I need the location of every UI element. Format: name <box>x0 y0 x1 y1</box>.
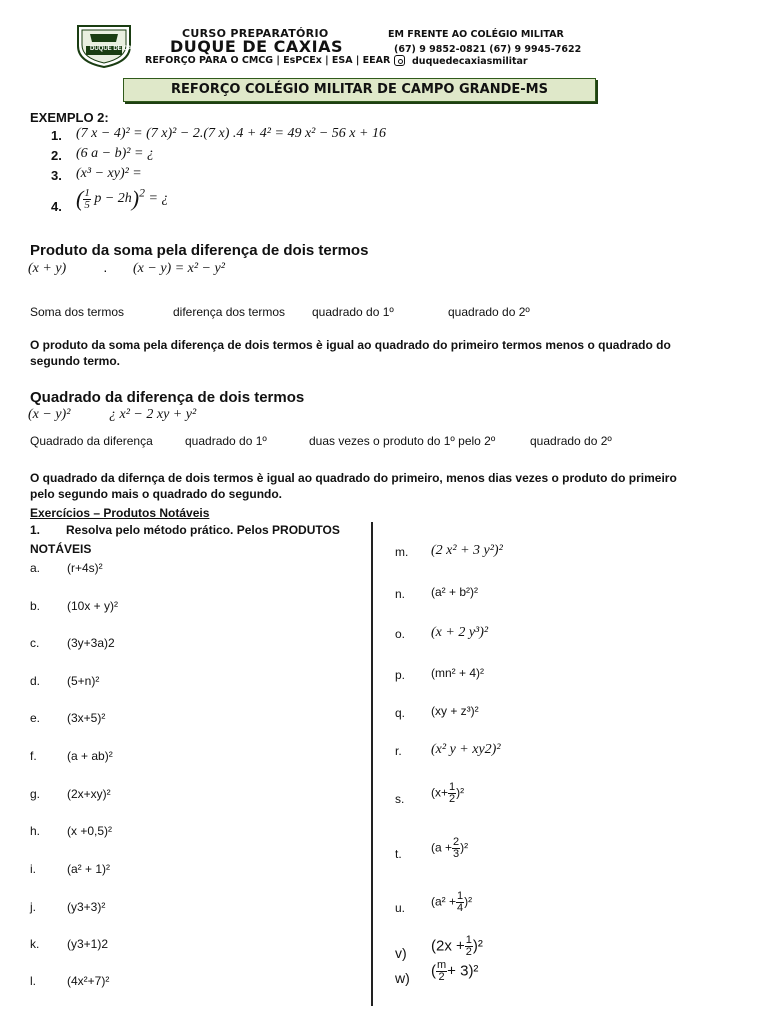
multiply-dot: · <box>103 262 108 278</box>
exercise-label: e. <box>30 711 41 725</box>
exercise-expression: (y3+3)² <box>67 900 106 914</box>
exercise-label: w) <box>395 970 410 986</box>
example-expression: (x³ − xy)² = <box>76 166 142 181</box>
exercise-expression: (a² + b²)² <box>431 585 479 599</box>
exercise-expression: (10x + y)² <box>67 599 119 613</box>
rule-text: O produto da soma pela diferença de dois termos è igual ao quadrado do primeiro termos menos o quadrado do <box>30 338 671 352</box>
exercise-label: q. <box>395 706 406 720</box>
example-num: 2. <box>51 148 62 163</box>
exercise-expression: (x+ $\frac{1}{2}$ )² <box>431 781 465 805</box>
example-num: 1. <box>51 128 62 143</box>
exercise-label: g. <box>30 787 41 801</box>
exercise-label: a. <box>30 561 41 575</box>
instagram-icon <box>394 55 405 66</box>
rule-text: O quadrado da difernça de dois termos è igual ao quadrado do primeiro, menos dias vezes o produto do primeiro <box>30 471 677 485</box>
exercise-expression: (a² + $\frac{1}{4}$ )² <box>431 890 473 914</box>
exercise-label: r. <box>395 744 402 758</box>
example-expression: ( $\frac{1}{5}$ p − 2h)$^2$ = ¿ <box>76 186 169 211</box>
example-expression: (7 x − 4)² = (7 x)² − 2.(7 x) .4 + 4² = 49 x² − 56 x + 16 <box>76 126 386 141</box>
course-name: DUQUE DE CAXIAS <box>170 37 343 56</box>
school-logo <box>72 22 147 68</box>
exercise-label: j. <box>30 900 36 914</box>
term-label: Quadrado da diferença <box>30 434 153 448</box>
term-label: quadrado do 2º <box>530 434 612 448</box>
exercise-expression: (x +0,5)² <box>67 824 113 838</box>
exercise-label: p. <box>395 668 406 682</box>
exercise-label: h. <box>30 824 41 838</box>
exercise-expression: (mn² + 4)² <box>431 666 485 680</box>
title-banner <box>123 78 596 102</box>
example-num: 4. <box>51 199 62 214</box>
exercise-label: v) <box>395 945 407 961</box>
exercise-label: k. <box>30 937 40 951</box>
exercise-expression: (y3+1)2 <box>67 937 109 951</box>
exercise-expression: (3x+5)² <box>67 711 106 725</box>
banner-text: REFORÇO COLÉGIO MILITAR DE CAMPO GRANDE-MS <box>171 82 548 97</box>
course-label: CURSO PREPARATÓRIO <box>182 27 329 40</box>
exercise-label: i. <box>30 862 36 876</box>
exercise-expression: (r+4s)² <box>67 561 103 575</box>
instagram-handle: duquedecaxiasmilitar <box>412 56 528 67</box>
example-num: 3. <box>51 168 62 183</box>
column-divider <box>371 522 373 1006</box>
exercise-expression: (4x²+7)² <box>67 974 110 988</box>
exercise-label: d. <box>30 674 41 688</box>
exercise-label: o. <box>395 627 406 641</box>
exercise-label: l. <box>30 974 36 988</box>
term-label: quadrado do 1º <box>185 434 267 448</box>
formula-diff: (x − y) = x² − y² <box>133 261 225 276</box>
exercise-expression: (a + $\frac{2}{3}$ )² <box>431 836 469 860</box>
exercise-label: s. <box>395 792 405 806</box>
exercises-heading: Exercícios – Produtos Notáveis <box>30 506 210 520</box>
exercise-label: t. <box>395 847 402 861</box>
exercise-label: c. <box>30 636 40 650</box>
exercise-label: f. <box>30 749 37 763</box>
term-label: quadrado do 1º <box>312 305 394 319</box>
exercise-expression: (a² + 1)² <box>67 862 111 876</box>
exercise-expression: (2x+xy)² <box>67 787 111 801</box>
section-heading: Produto da soma pela diferença de dois termos <box>30 242 369 259</box>
term-label: duas vezes o produto do 1º pelo 2º <box>309 434 496 448</box>
rule-text-cont: segundo termo. <box>30 354 121 368</box>
exercise-expression: (x² y + xy2)² <box>431 742 501 757</box>
term-label: Soma dos termos <box>30 305 125 319</box>
exercise-label: u. <box>395 901 406 915</box>
exercise-label: n. <box>395 587 406 601</box>
formula-expansion: ¿ x² − 2 xy + y² <box>109 407 197 422</box>
exercise-expression: (3y+3a)2 <box>67 636 115 650</box>
exercise-expression: (5+n)² <box>67 674 100 688</box>
exercise-expression: (a + ab)² <box>67 749 113 763</box>
exercise-expression: ( $\frac{m}{2}$ + 3)² <box>431 959 479 983</box>
question-number: 1. <box>30 523 41 537</box>
exercise-expression: (2x + $\frac{1}{2}$ )² <box>431 934 483 958</box>
example-title: EXEMPLO 2: <box>30 110 109 125</box>
formula-square: (x − y)² <box>28 407 71 422</box>
location-text: EM FRENTE AO COLÉGIO MILITAR <box>388 29 564 40</box>
term-label: quadrado do 2º <box>448 305 530 319</box>
logo-text: DUQUE DE CAXIAS <box>90 46 147 52</box>
exercise-expression: (2 x² + 3 y²)² <box>431 543 503 558</box>
exercise-label: m. <box>395 545 409 559</box>
formula-sum: (x + y) <box>28 261 67 276</box>
rule-text-cont: pelo segundo mais o quadrado do segundo. <box>30 487 283 501</box>
phone-numbers: (67) 9 9852-0821 (67) 9 9945-7622 <box>394 44 582 55</box>
term-label: diferença dos termos <box>173 305 286 319</box>
exercise-expression: (x + 2 y³)² <box>431 625 489 640</box>
course-subtitle: REFORÇO PARA O CMCG | EsPCEx | ESA | EEAR <box>145 55 391 66</box>
exercise-expression: (xy + z³)² <box>431 704 479 718</box>
section-heading: Quadrado da diferença de dois termos <box>30 389 305 406</box>
question-text: Resolva pelo método prático. Pelos PRODUTOS <box>66 523 340 537</box>
example-expression: (6 a − b)² = ¿ <box>76 146 154 161</box>
question-text-cont: NOTÁVEIS <box>30 542 92 556</box>
exercise-label: b. <box>30 599 41 613</box>
